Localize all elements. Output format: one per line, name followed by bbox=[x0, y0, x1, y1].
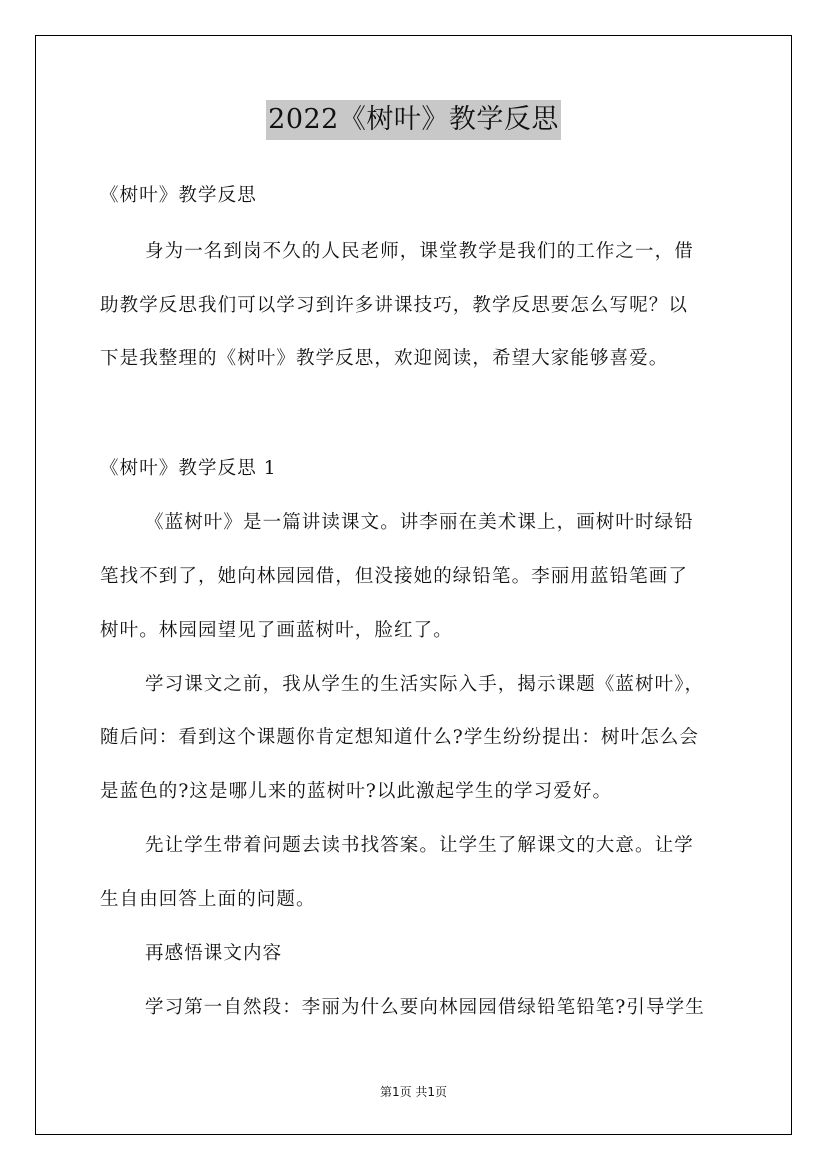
body-line-7: 先让学生带着问题去读书找答案。让学生了解课文的大意。让学 bbox=[145, 835, 694, 856]
body-line-3: 树叶。林园园望见了画蓝树叶，脸红了。 bbox=[100, 620, 453, 641]
intro-line-1: 身为一名到岗不久的人民老师，课堂教学是我们的工作之一，借 bbox=[145, 241, 694, 262]
body-line-5: 随后问：看到这个课题你肯定想知道什么?学生纷纷提出：树叶怎么会 bbox=[100, 727, 700, 748]
document-title: 2022《树叶》教学反思 bbox=[266, 100, 561, 140]
page-footer: 第1页 共1页 bbox=[379, 1085, 448, 1099]
body-line-9: 再感悟课文内容 bbox=[145, 943, 283, 964]
body-line-1: 《蓝树叶》是一篇讲读课文。讲李丽在美术课上，画树叶时绿铅 bbox=[145, 512, 694, 533]
body-line-4: 学习课文之前，我从学生的生活实际入手，揭示课题《蓝树叶》， bbox=[145, 674, 705, 695]
body-line-2: 笔找不到了，她向林园园借，但没接她的绿铅笔。李丽用蓝铅笔画了 bbox=[100, 566, 689, 587]
body-line-6: 是蓝色的?这是哪儿来的蓝树叶?以此激起学生的学习爱好。 bbox=[100, 781, 613, 802]
intro-line-3: 下是我整理的《树叶》教学反思，欢迎阅读，希望大家能够喜爱。 bbox=[100, 348, 669, 369]
body-line-10: 学习第一自然段：李丽为什么要向林园园借绿铅笔铅笔?引导学生 bbox=[145, 997, 705, 1018]
intro-line-2: 助教学反思我们可以学习到许多讲课技巧，教学反思要怎么写呢？以 bbox=[100, 295, 689, 316]
document-subtitle: 《树叶》教学反思 bbox=[100, 185, 257, 206]
title-container bbox=[0, 100, 827, 140]
section-heading: 《树叶》教学反思 1 bbox=[100, 458, 277, 479]
body-line-8: 生自由回答上面的问题。 bbox=[100, 889, 316, 910]
